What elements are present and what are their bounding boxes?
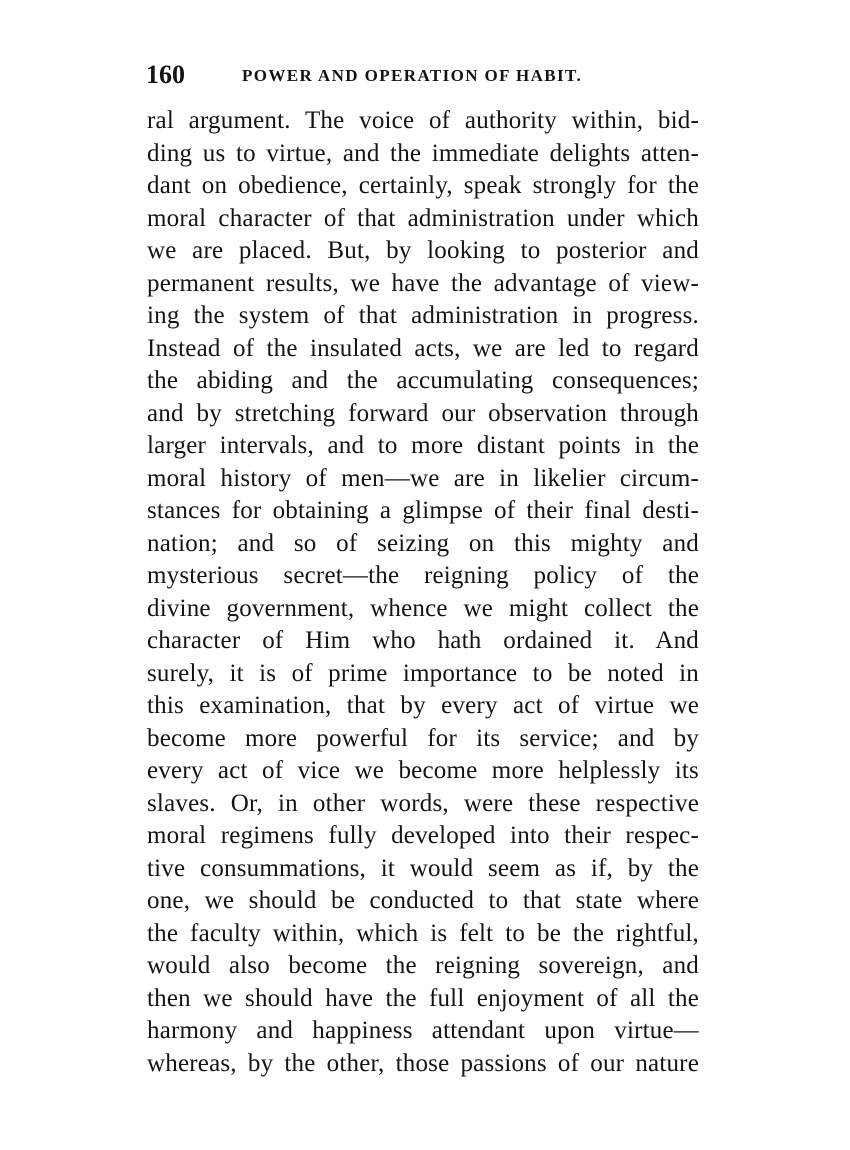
text-line: larger intervals, and to more distant points in the — [147, 432, 699, 459]
text-line: every act of vice we become more helplessly its — [147, 757, 699, 784]
text-line: one, we should be conducted to that state where — [147, 887, 699, 914]
text-line: ding us to virtue, and the immediate delights atten- — [147, 139, 699, 167]
text-line: Instead of the insulated acts, we are led to regard — [147, 334, 699, 362]
text-line: dant on obedience, certainly, speak strongly for the — [147, 172, 699, 199]
text-line: whereas, by the other, those passions of our nature — [147, 1049, 699, 1077]
text-line: nation; and so of seizing on this mighty and — [147, 529, 699, 557]
text-line: character of Him who hath ordained it. And — [147, 627, 699, 654]
text-line: moral character of that administration under which — [147, 204, 699, 232]
text-line: surely, it is of prime importance to be noted in — [147, 659, 699, 687]
page-number: 160 — [146, 60, 185, 89]
text-line: and by stretching forward our observation through — [147, 399, 699, 427]
text-line: ing the system of that administration in progress. — [147, 302, 699, 329]
text-line: divine government, whence we might collect the — [147, 594, 699, 622]
text-line: we are placed. But, by looking to posterior and — [147, 237, 699, 264]
text-line: then we should have the full enjoyment of all the — [147, 984, 699, 1012]
text-line: would also become the reigning sovereign, and — [147, 952, 699, 979]
text-line: the abiding and the accumulating consequences; — [147, 367, 699, 394]
text-line: the faculty within, which is felt to be the rightful, — [147, 919, 699, 947]
text-line: stances for obtaining a glimpse of their final desti- — [147, 497, 699, 524]
text-line: tive consummations, it would seem as if, by the — [147, 854, 699, 882]
body-text — [147, 105, 699, 1080]
page-header — [146, 58, 706, 92]
text-line: ral argument. The voice of authority within, bid- — [147, 107, 699, 134]
text-line: become more powerful for its service; and by — [147, 724, 699, 752]
text-line: moral history of men—we are in likelier circum- — [147, 464, 699, 492]
running-title: POWER AND OPERATION OF HABIT. — [242, 66, 583, 85]
text-line: slaves. Or, in other words, were these respective — [147, 789, 699, 817]
text-line: harmony and happiness attendant upon virtue— — [147, 1017, 699, 1044]
text-line: this examination, that by every act of virtue we — [147, 692, 699, 719]
text-line: permanent results, we have the advantage of view- — [147, 269, 699, 297]
text-line: mysterious secret—the reigning policy of the — [147, 562, 699, 589]
text-line: moral regimens fully developed into their respec- — [147, 822, 699, 849]
